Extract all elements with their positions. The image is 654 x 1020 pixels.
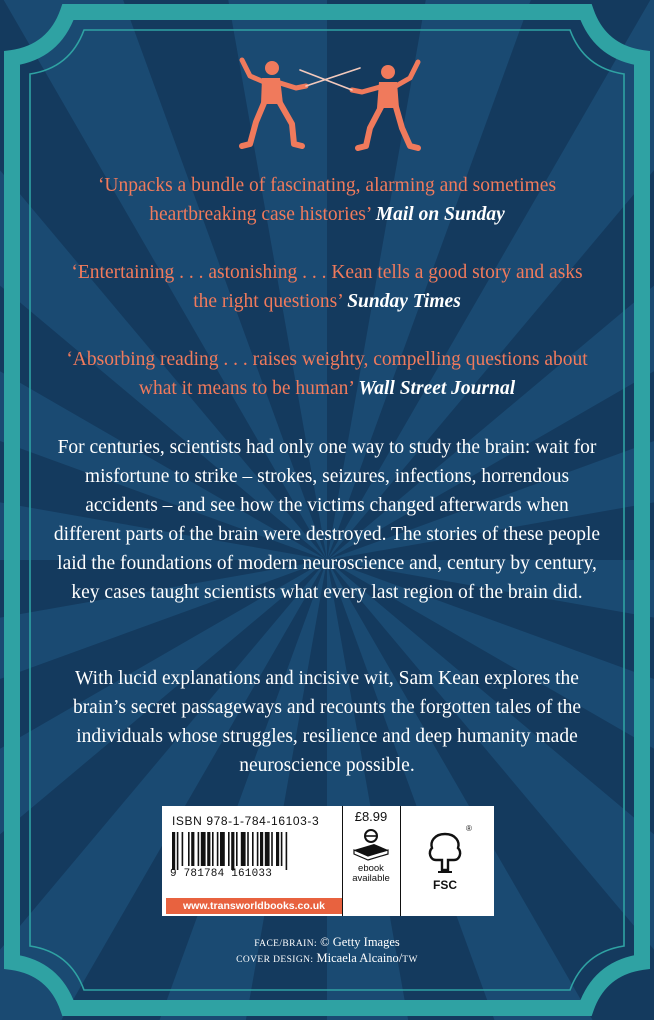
ebook-icon [350,828,392,862]
barcode-bar [177,832,179,870]
right-fencer [352,62,418,148]
barcode-panel [162,806,494,916]
review-quote-2 [60,258,594,316]
barcode-bar [252,832,254,866]
label-divider [342,806,343,916]
barcode-bar [276,832,279,866]
barcode-bar [172,832,175,870]
price: £8.99 [354,809,388,824]
barcode-bar [265,832,270,866]
ebook-available-label: ebook available [352,863,390,884]
barcode-bar [207,832,210,866]
barcode-bar [217,832,219,866]
quote-source: Mail on Sunday [375,204,505,225]
quote-source: Sunday Times [347,291,461,312]
barcode-bar [271,832,273,866]
barcode-digits: 9 781784 161033 [170,868,273,880]
isbn-text: ISBN 978-1-784-16103-3 [172,814,320,828]
website-link[interactable]: www.transworldbooks.co.uk [166,898,342,914]
credit-cover-design: COVER DESIGN: Micaela Alcaino/TW [236,951,418,965]
quote-source: Wall Street Journal [358,378,516,399]
barcode-bar [201,832,206,866]
credit-face-brain: FACE/BRAIN: © Getty Images [254,935,400,949]
review-quote-1 [60,171,594,229]
barcode-bar [191,832,194,866]
barcode-bar [286,832,288,870]
label-divider [400,806,401,916]
fsc-label: FSC [433,878,457,892]
barcode-bar [231,832,234,870]
blurb-paragraph-2: With lucid explanations and incisive wit, Sam Kean explores the brain’s secret passageways and recounts the forgotten tales of the individuals whose struggles, resilience and deep humanity made neuroscience possible. [72,668,582,776]
barcode-bar [198,832,200,866]
quote-text: ‘Unpacks a bundle of fascinating, alarming and sometimes heartbreaking case histories’ [97,175,557,225]
barcode-bar [241,832,246,866]
barcode-bar [247,832,249,866]
quote-text: ‘Entertaining . . . astonishing . . . Kean tells a good story and asks the right questions’ [71,262,583,312]
barcode-bar [260,832,263,866]
review-quote-3 [60,345,594,403]
blurb-paragraph-1: For centuries, scientists had only one way to study the brain: wait for misfortune to strike – strokes, seizures, infections, horrendous accidents – and see how the victims changed afterwards when different parts of the brain were destroyed. The stories of these people laid the foundations of modern neuroscience and, century by century, key cases taught scientists what every last region of the brain did. [53,437,601,603]
barcode-bar [236,832,238,866]
barcode-bar [212,832,214,866]
barcode-bar [220,832,225,866]
barcode-bar [182,832,184,866]
quote-text: ‘Absorbing reading . . . raises weighty, compelling questions about what it means to be human’ [66,349,588,399]
fsc-trademark: ® [466,824,472,833]
barcode-bar [188,832,190,866]
two-fencers-icon [242,60,418,148]
barcode-bar [228,832,230,866]
left-fencer [242,60,306,146]
barcode-bar [257,832,259,866]
fsc-tree-icon [424,828,466,876]
barcode [172,832,336,870]
barcode-bar [281,832,283,866]
